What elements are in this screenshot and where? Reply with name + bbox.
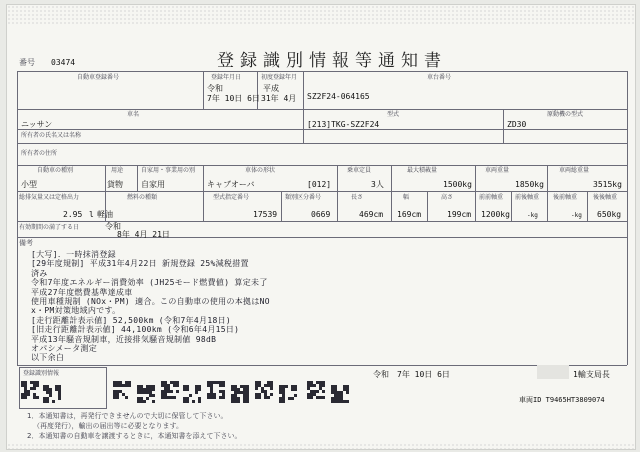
serial-label: 番号: [19, 58, 35, 67]
model-label: 型式: [387, 111, 400, 118]
document-title: 登録識別情報等通知書: [217, 51, 447, 71]
remarks-line: [走行距離計表示値] 52,500km (令和7年4月18日): [31, 315, 231, 325]
height-label: 高さ: [441, 194, 454, 201]
stamp-mark: [537, 365, 569, 379]
weight-label: 車両重量: [485, 167, 510, 174]
vehicle-name-label: 車名: [127, 111, 140, 118]
remarks-line: 以下余白: [31, 353, 65, 363]
owner-address-label: 所有者の住所: [21, 150, 58, 157]
rear-front-axle-label: 後前軸重: [553, 194, 578, 201]
class-label: 類別区分番号: [285, 194, 322, 201]
issue-era: 令和: [373, 370, 389, 379]
engine-value: ZD30: [507, 120, 527, 129]
qr-code-icon: [255, 381, 273, 399]
qr-code-icon: [231, 385, 249, 403]
first-reg-label: 初度登録年月: [261, 74, 298, 81]
class-value: 0669: [311, 210, 331, 219]
remarks-line: [大写]．一時抹消登録: [31, 250, 116, 259]
qr-code-icon: [207, 381, 225, 399]
qr-code-row: [21, 379, 351, 405]
vehicle-name-value: ニッサン: [21, 120, 53, 129]
gross-weight-value: 3515kg: [593, 180, 622, 189]
qr-code-icon: [331, 385, 349, 403]
qr-code-icon: [43, 385, 61, 403]
reg-date-label: 登録年月日: [211, 74, 242, 81]
use-value: 貨物: [107, 180, 123, 189]
watermark-band-bottom: [7, 443, 635, 449]
engine-label: 原動機の型式: [547, 111, 584, 118]
fuel-value: 軽油: [97, 210, 113, 219]
type-approval-value: 17539: [253, 210, 278, 219]
reg-era: 令和: [207, 84, 223, 93]
front-front-axle-label: 前前軸重: [479, 194, 504, 201]
front-front-axle-value: 1200kg: [481, 210, 510, 219]
qr-code-icon: [137, 385, 155, 403]
qr-code-icon: [307, 381, 325, 399]
expiry-date: 8年 4月 21日: [117, 230, 170, 239]
owner-name-label: 所有者の氏名又は名称: [21, 132, 82, 139]
rear-rear-axle-label: 後後軸重: [593, 194, 618, 201]
width-value: 169cm: [397, 210, 422, 219]
issue-date: 7年 10日 6日: [397, 370, 450, 379]
footnote-2: （再度発行），輸出の届出等に必要となります。: [33, 422, 183, 430]
qr-code-icon: [113, 381, 131, 399]
use-label: 用途: [111, 167, 124, 174]
capacity-value: 3人: [371, 180, 384, 189]
expiry-era: 令和: [105, 222, 121, 231]
private-value: 自家用: [141, 180, 165, 189]
remarks-line: x・PM対策地域内です。: [31, 306, 121, 316]
remarks-line: [旧走行距離計表示値] 44,100km (令和6年4月15日): [31, 325, 240, 335]
height-value: 199cm: [447, 210, 472, 219]
capacity-label: 乗車定員: [347, 167, 372, 174]
max-load-label: 最大積載量: [407, 167, 438, 174]
serial-value: 03474: [51, 58, 76, 67]
remarks-line: 平成13年騒音規制車，近接排気騒音規制値 98dB: [31, 334, 217, 344]
width-label: 幅: [403, 194, 410, 201]
shape-label: 車体の形状: [245, 167, 276, 174]
issuing-office: 1輸支局長: [573, 370, 610, 379]
first-reg-date: 31年 4月: [261, 94, 297, 103]
displacement-unit: l: [89, 210, 94, 219]
chassis-label: 車台番号: [427, 74, 452, 81]
fuel-label: 燃料の種類: [127, 194, 158, 201]
shape-code: [012]: [307, 180, 332, 189]
chassis-value: SZ2F24-064165: [307, 92, 370, 101]
private-label: 自家用・事業用の別: [141, 167, 196, 174]
remarks-line: 平成27年度燃費基準達成車: [31, 287, 133, 297]
model-value: [213]TKG-SZ2F24: [307, 120, 380, 129]
displacement-label: 総排気量又は定格出力: [19, 194, 80, 201]
footnote-3: 2．本通知書の自動車を譲渡するときに，本通知書を添えて下さい。: [27, 432, 242, 440]
vehicle-kind-label: 自動車の種別: [37, 167, 74, 174]
rear-rear-axle-value: 650kg: [597, 210, 622, 219]
remarks-label: 備考: [19, 239, 33, 247]
front-rear-axle-value: -kg: [527, 212, 538, 219]
vehicle-kind-value: 小型: [21, 180, 37, 189]
reg-number-label: 自動車登録番号: [77, 74, 120, 81]
reg-date: 7年 10日 6日: [207, 94, 260, 103]
certificate-sheet: [6, 4, 636, 450]
gross-weight-label: 車両総重量: [559, 167, 590, 174]
remarks-block: [31, 249, 270, 362]
weight-value: 1850kg: [515, 180, 544, 189]
first-reg-era: 平成: [263, 84, 279, 93]
max-load-value: 1500kg: [443, 180, 472, 189]
qr-code-icon: [21, 381, 39, 399]
front-rear-axle-label: 前後軸重: [515, 194, 540, 201]
qr-code-icon: [161, 381, 179, 399]
watermark-band: [7, 5, 635, 25]
length-value: 469cm: [359, 210, 384, 219]
vehicle-id: 車両ID T9465HT3809074: [519, 396, 605, 404]
qr-label: 登録識別情報: [23, 370, 60, 377]
qr-code-icon: [183, 385, 201, 403]
length-label: 長さ: [351, 194, 364, 201]
footnote-1: 1．本通知書は，再発行できませんので大切に保管して下さい。: [27, 412, 228, 420]
expiry-label: 有効期間の満了する日: [19, 224, 80, 231]
displacement-value: 2.95: [63, 210, 83, 219]
shape-value: キャブオーバ: [207, 180, 255, 189]
remarks-line: オパシメータ測定: [31, 343, 97, 353]
type-approval-label: 型式指定番号: [213, 194, 250, 201]
remarks-line: 済み: [31, 268, 48, 278]
remarks-line: 使用車種規制 (NOx・PM) 適合。この自動車の使用の本拠はNO: [31, 296, 270, 306]
remarks-line: 令和7年度エネルギー消費効率 (JH25モード燃費値) 算定未了: [31, 278, 268, 288]
remarks-line: [29年度規制] 平成31年4月22日 新規登録 25%減税措置: [31, 259, 249, 269]
qr-code-icon: [279, 385, 297, 403]
rear-front-axle-value: -kg: [571, 212, 582, 219]
